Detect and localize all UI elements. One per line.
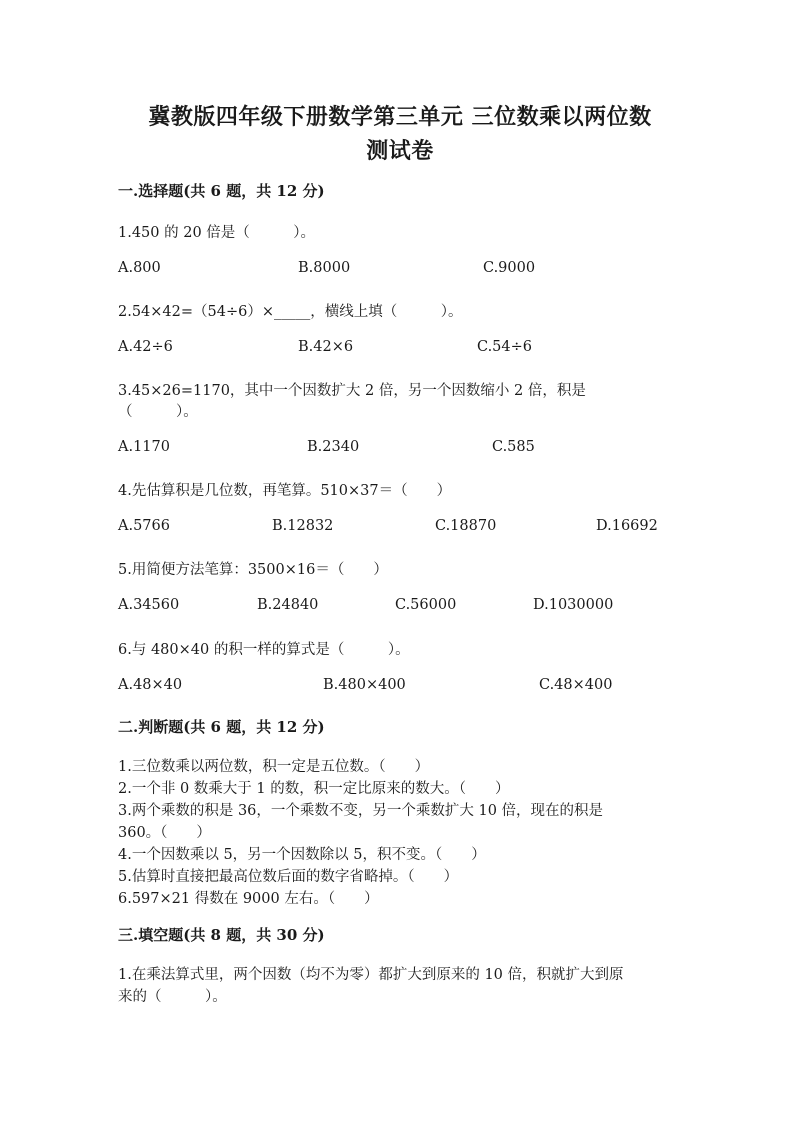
q1-1-option-b: B.8000 bbox=[298, 260, 351, 276]
q1-4-option-d: D.16692 bbox=[596, 518, 658, 534]
q1-2-option-c: C.54÷6 bbox=[477, 339, 533, 355]
q1-6-option-b: B.480×400 bbox=[323, 677, 406, 693]
q1-5-option-b: B.24840 bbox=[257, 597, 319, 613]
judge-line-4: 360。（ ） bbox=[118, 825, 211, 841]
q1-2-option-a: A.42÷6 bbox=[118, 339, 173, 355]
q1-2-option-b: B.42×6 bbox=[298, 339, 354, 355]
question-1-4: 4.先估算积是几位数，再笔算。510×37＝（ ） bbox=[118, 483, 452, 499]
page-title-line-2: 测试卷 bbox=[366, 138, 434, 164]
section-2-heading: 二.判断题(共 6 题，共 12 分) bbox=[118, 718, 325, 736]
judge-line-7: 6.597×21 得数在 9000 左右。（ ） bbox=[118, 891, 379, 907]
judge-line-2: 2.一个非 0 数乘大于 1 的数，积一定比原来的数大。（ ） bbox=[118, 781, 510, 797]
judge-line-6: 5.估算时直接把最高位数后面的数字省略掉。（ ） bbox=[118, 869, 459, 885]
q1-1-option-a: A.800 bbox=[118, 260, 161, 276]
question-1-6: 6.与 480×40 的积一样的算式是（ ）。 bbox=[118, 642, 410, 658]
question-1-1: 1.450 的 20 倍是（ ）。 bbox=[118, 225, 316, 241]
question-1-5: 5.用简便方法笔算：3500×16＝（ ） bbox=[118, 562, 388, 578]
judge-line-3: 3.两个乘数的积是 36，一个乘数不变，另一个乘数扩大 10 倍，现在的积是 bbox=[118, 803, 604, 819]
q1-4-option-a: A.5766 bbox=[118, 518, 170, 534]
question-1-3-line-1: 3.45×26=1170，其中一个因数扩大 2 倍，另一个因数缩小 2 倍，积是 bbox=[118, 383, 586, 399]
q1-3-option-b: B.2340 bbox=[307, 439, 360, 455]
judge-line-5: 4.一个因数乘以 5，另一个因数除以 5，积不变。（ ） bbox=[118, 847, 486, 863]
q1-5-option-a: A.34560 bbox=[118, 597, 180, 613]
q1-6-option-a: A.48×40 bbox=[118, 677, 183, 693]
section-1-heading: 一.选择题(共 6 题，共 12 分) bbox=[118, 182, 325, 200]
judge-line-1: 1.三位数乘以两位数，积一定是五位数。（ ） bbox=[118, 759, 430, 775]
fill-question-1-line-2: 来的（ ）。 bbox=[118, 989, 227, 1005]
page-title-line-1: 冀教版四年级下册数学第三单元 三位数乘以两位数 bbox=[148, 104, 652, 130]
question-1-2: 2.54×42=（54÷6）×_____，横线上填（ ）。 bbox=[118, 304, 463, 320]
q1-6-option-c: C.48×400 bbox=[539, 677, 613, 693]
q1-5-option-d: D.1030000 bbox=[533, 597, 614, 613]
q1-4-option-b: B.12832 bbox=[272, 518, 334, 534]
q1-1-option-c: C.9000 bbox=[483, 260, 536, 276]
q1-5-option-c: C.56000 bbox=[395, 597, 457, 613]
section-3-heading: 三.填空题(共 8 题，共 30 分) bbox=[118, 926, 325, 944]
fill-question-1-line-1: 1.在乘法算式里，两个因数（均不为零）都扩大到原来的 10 倍，积就扩大到原 bbox=[118, 967, 624, 983]
q1-3-option-c: C.585 bbox=[492, 439, 535, 455]
q1-3-option-a: A.1170 bbox=[118, 439, 170, 455]
question-1-3-line-2: （ ）。 bbox=[118, 404, 198, 420]
q1-4-option-c: C.18870 bbox=[435, 518, 497, 534]
